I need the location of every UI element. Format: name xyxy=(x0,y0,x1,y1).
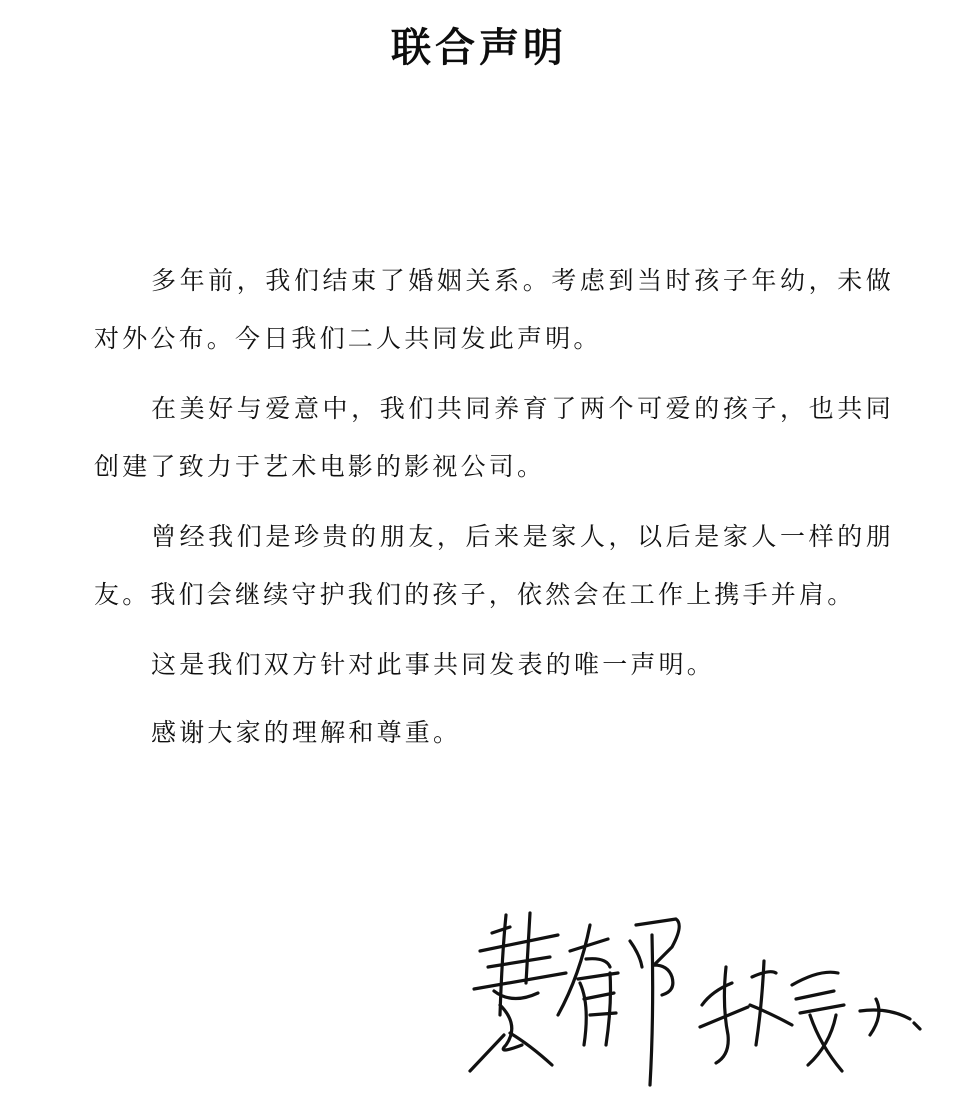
paragraph-1: 多年前，我们结束了婚姻关系。考虑到当时孩子年幼，未做对外公布。今日我们二人共同发此声明。 xyxy=(94,266,894,353)
signature-drawing xyxy=(440,895,950,1095)
paragraph-5: 感谢大家的理解和尊重。 xyxy=(151,718,462,747)
paragraph-4: 这是我们双方针对此事共同发表的唯一声明。 xyxy=(151,650,716,679)
paragraph-2: 在美好与爱意中，我们共同养育了两个可爱的孩子，也共同创建了致力于艺术电影的影视公司。 xyxy=(94,394,894,481)
handwritten-signature xyxy=(440,895,950,1095)
statement-body xyxy=(94,252,894,772)
paragraph-3: 曾经我们是珍贵的朋友，后来是家人，以后是家人一样的朋友。我们会继续守护我们的孩子，依然会在工作上携手并肩。 xyxy=(94,522,894,609)
document-title: 联合声明 xyxy=(391,25,567,71)
